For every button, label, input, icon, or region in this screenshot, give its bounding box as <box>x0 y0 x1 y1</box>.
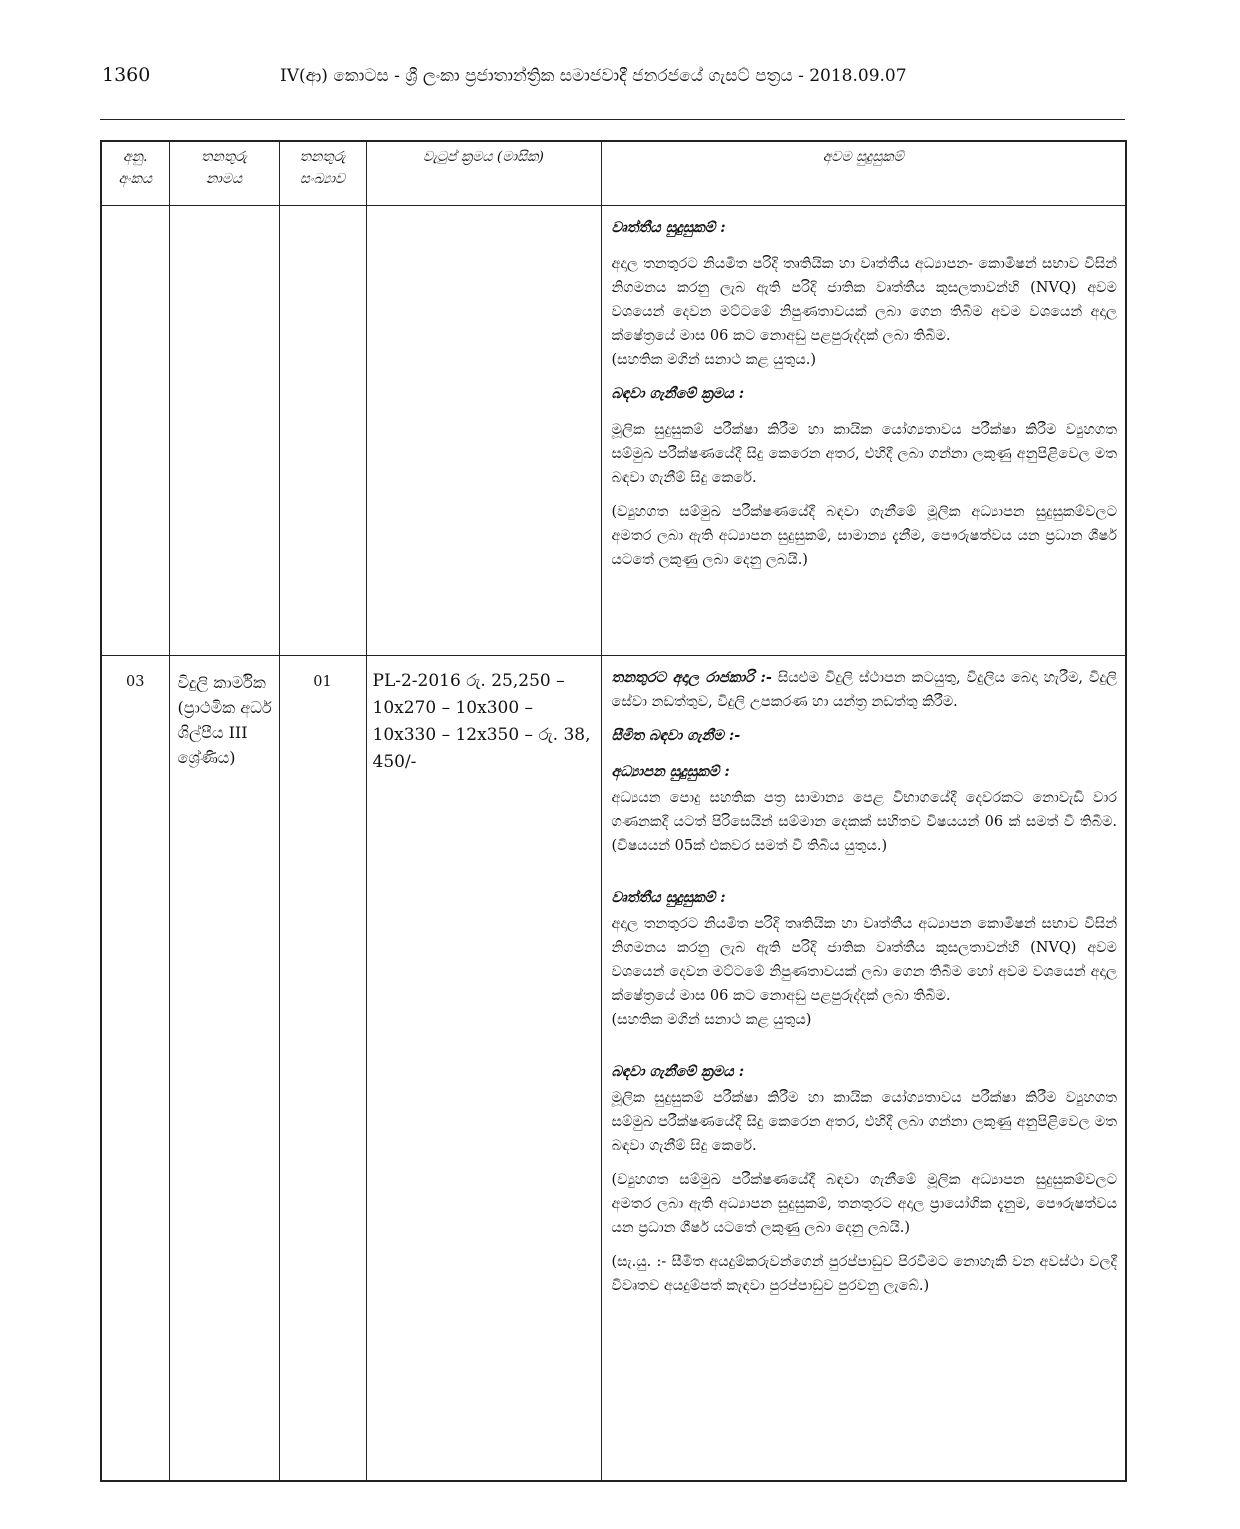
page-header <box>100 60 1125 120</box>
table-row <box>101 656 1126 1482</box>
column-header-post-name: තනතුරු නාමය <box>169 141 279 206</box>
vocational-qualifications-text: අදාල තනතුරට නියමිත පරිදි තෘතියික හා වෘත්තීය අධ්‍යාපන- කොමිෂන් සභාව විසින් නිගමනය කරනු ලැබ ඇති පරිදි ජාතික වෘත්තීය කුසලතාවන්හි (NVQ) අවම වශයෙන් දෙවන මට්ටමේ නිපුණතාවයක් ලබා ගෙන තිබීම අවම වශයෙන් අදාල ක්ෂේත්‍රයේ මාස 06 කට නොඅඩු පළපුරුද්දක් ලබා තිබීම. <box>611 256 1117 344</box>
certificate-note: (සහතික මගින් සනාථ කළ යුතුය.) <box>611 352 817 368</box>
column-header-post-count: තනතුරු සංඛ්‍යාව <box>279 141 366 206</box>
post-count-cell: 01 <box>279 656 366 1482</box>
recruitment-method-heading: බඳවා ගැනීමේ ක්‍රමය : <box>611 385 745 402</box>
salary-cell <box>366 206 601 656</box>
duties-label: තනතුරට අදාල රාජකාරි :- <box>611 669 772 686</box>
qualifications-cell <box>601 656 1126 1482</box>
duties-text: සියළුම විදුලි ස්ථාපන කටයුතු, විදුලිය බෙදා හැරීම, විදුලි සේවා නඩත්තුව, විදුලි උපකරණ හා යන්ත්‍ර නඩත්තු කිරීම. <box>611 670 1117 710</box>
post-count-cell <box>279 206 366 656</box>
certificate-note: (සහතික මගින් සනාථ කළ යුතුය) <box>611 1012 812 1028</box>
salary-cell: PL-2-2016 රු. 25,250 – 10x270 – 10x300 – 10x330 – 12x350 – රු. 38, 450/- <box>366 656 601 1482</box>
recruitment-method-text: මූලික සුදුසුකම් පරීක්ෂා කිරීම හා කායික යෝග්‍යතාවය පරීක්ෂා කිරීම ව්‍යුහගත සම්මුඛ පරීක්ෂණයේදී සිදු කෙරෙන අතර, එහිදී ලබා ගන්නා ලකුණු අනුපිළිවෙල මත බඳවා ගැනීම් සිදු කෙරේ. <box>611 422 1117 486</box>
header-rule <box>100 119 1125 120</box>
table-header-row <box>101 141 1126 206</box>
recruitment-method-heading: බඳවා ගැනීමේ ක්‍රමය : <box>611 1063 745 1080</box>
page-title: IV(ආ) කොටස - ශ්‍රී ලංකා ප්‍රජාතාන්ත්‍රික සමාජවාදී ජනරජයේ ගැසට් පත්‍රය - 2018.09.07 <box>280 66 907 86</box>
qualifications-cell <box>601 206 1126 656</box>
educational-qualifications-text: අධ්‍යයන පොදු සහතික පත්‍ර සාමාන්‍ය පෙළ විභාගයේදී දෙවරකට නොවැඩි වාර ගණනකදී යටත් පිරිසෙයින් සම්මාන දෙකක් සහිතව විෂයයන් 06 ක් සමත් වී තිබීම. (විෂයයන් 05ක් එකවර සමත් වී තිබිය යුතුය.) <box>611 790 1117 854</box>
column-header-salary-scale: වැටුප් ක්‍රමය (මාසික) <box>366 141 601 206</box>
vocational-qualifications-heading: වෘත්තීය සුදුසුකම් : <box>611 219 726 236</box>
footnote-note: (සැ.යු. :- සීමිත අයදුම්කරුවන්ගෙන් පුරප්පාඩුව පිරවීමට නොහැකි වන අවස්ථා වලදී විවෘතව අයදුම්පත් කැඳවා පුරප්පාඩුව පුරවනු ලැබේ.) <box>611 1254 1117 1294</box>
educational-qualifications-heading: අධ්‍යාපන සුදුසුකම් : <box>611 763 730 780</box>
interview-marks-note: (ව්‍යුහගත සම්මුඛ පරීක්ෂණයේදී බඳවා ගැනීමේ මූලික අධ්‍යාපන සුදුසුකම්වලට අමතර ලබා ඇති අධ්‍යාපන සුදුසුකම්, තනතුරට අදාල ප්‍රායෝගික දැනුම, පෞරුෂත්වය යන ප්‍රධාන ශීර්ෂ යටතේ ලකුණු ලබා දෙනු ලබයි.) <box>611 1172 1117 1236</box>
post-name-cell <box>169 206 279 656</box>
limited-recruitment-heading: සීමිත බඳවා ගැනීම :- <box>611 727 741 744</box>
vacancy-table <box>100 140 1127 1482</box>
column-header-serial-no: අනු. අංකය <box>101 141 169 206</box>
recruitment-method-text: මූලික සුදුසුකම් පරීක්ෂා කිරීම හා කායික යෝග්‍යතාවය පරීක්ෂා කිරීම ව්‍යුහගත සම්මුඛ පරීක්ෂණයේදී සිදු කෙරෙන අතර, එහිදී ලබා ගන්නා ලකුණු අනුපිළිවෙල මත බඳවා ගැනීම් සිදු කෙරේ. <box>611 1090 1117 1154</box>
vocational-qualifications-text: අදාල තනතුරට නියමිත පරිදි තෘතියික හා වෘත්තීය අධ්‍යාපන කොමිෂන් සභාව විසින් නිගමනය කරනු ලැබ ඇති පරිදි ජාතික වෘත්තීය කුසලතාවන්හි (NVQ) අවම වශයෙන් දෙවන මට්ටමේ නිපුණතාවයක් ලබා ගෙන තිබීම හෝ අවම වශයෙන් අදාල ක්ෂේත්‍රයේ මාස 06 කට නොඅඩු පළපුරුද්දක් ලබා තිබීම. <box>611 916 1117 1004</box>
duties-paragraph <box>612 666 1118 714</box>
column-header-min-qualifications: අවම සුදුසුකම් <box>601 141 1126 206</box>
table-row <box>101 206 1126 656</box>
vocational-qualifications-heading: වෘත්තීය සුදුසුකම් : <box>611 889 726 906</box>
page-number: 1360 <box>102 64 151 86</box>
post-name-cell: විදුලි කාර්මික (ප්‍රාථමික අර්ධ ශිල්පීය III ශ්‍රේණිය) <box>169 656 279 1482</box>
interview-marks-note: (ව්‍යුහගත සම්මුඛ පරීක්ෂණයේදී බඳවා ගැනීමේ මූලික අධ්‍යාපන සුදුසුකම්වලට අමතර ලබා ඇති අධ්‍යාපන සුදුසුකම්, සාමාන්‍ය දැනීම, පෞරුෂත්වය යන ප්‍රධාන ශීර්ෂ යටතේ ලකුණු ලබා දෙනු ලබයි.) <box>611 504 1117 568</box>
serial-no-cell: 03 <box>101 656 169 1482</box>
serial-no-cell <box>101 206 169 656</box>
